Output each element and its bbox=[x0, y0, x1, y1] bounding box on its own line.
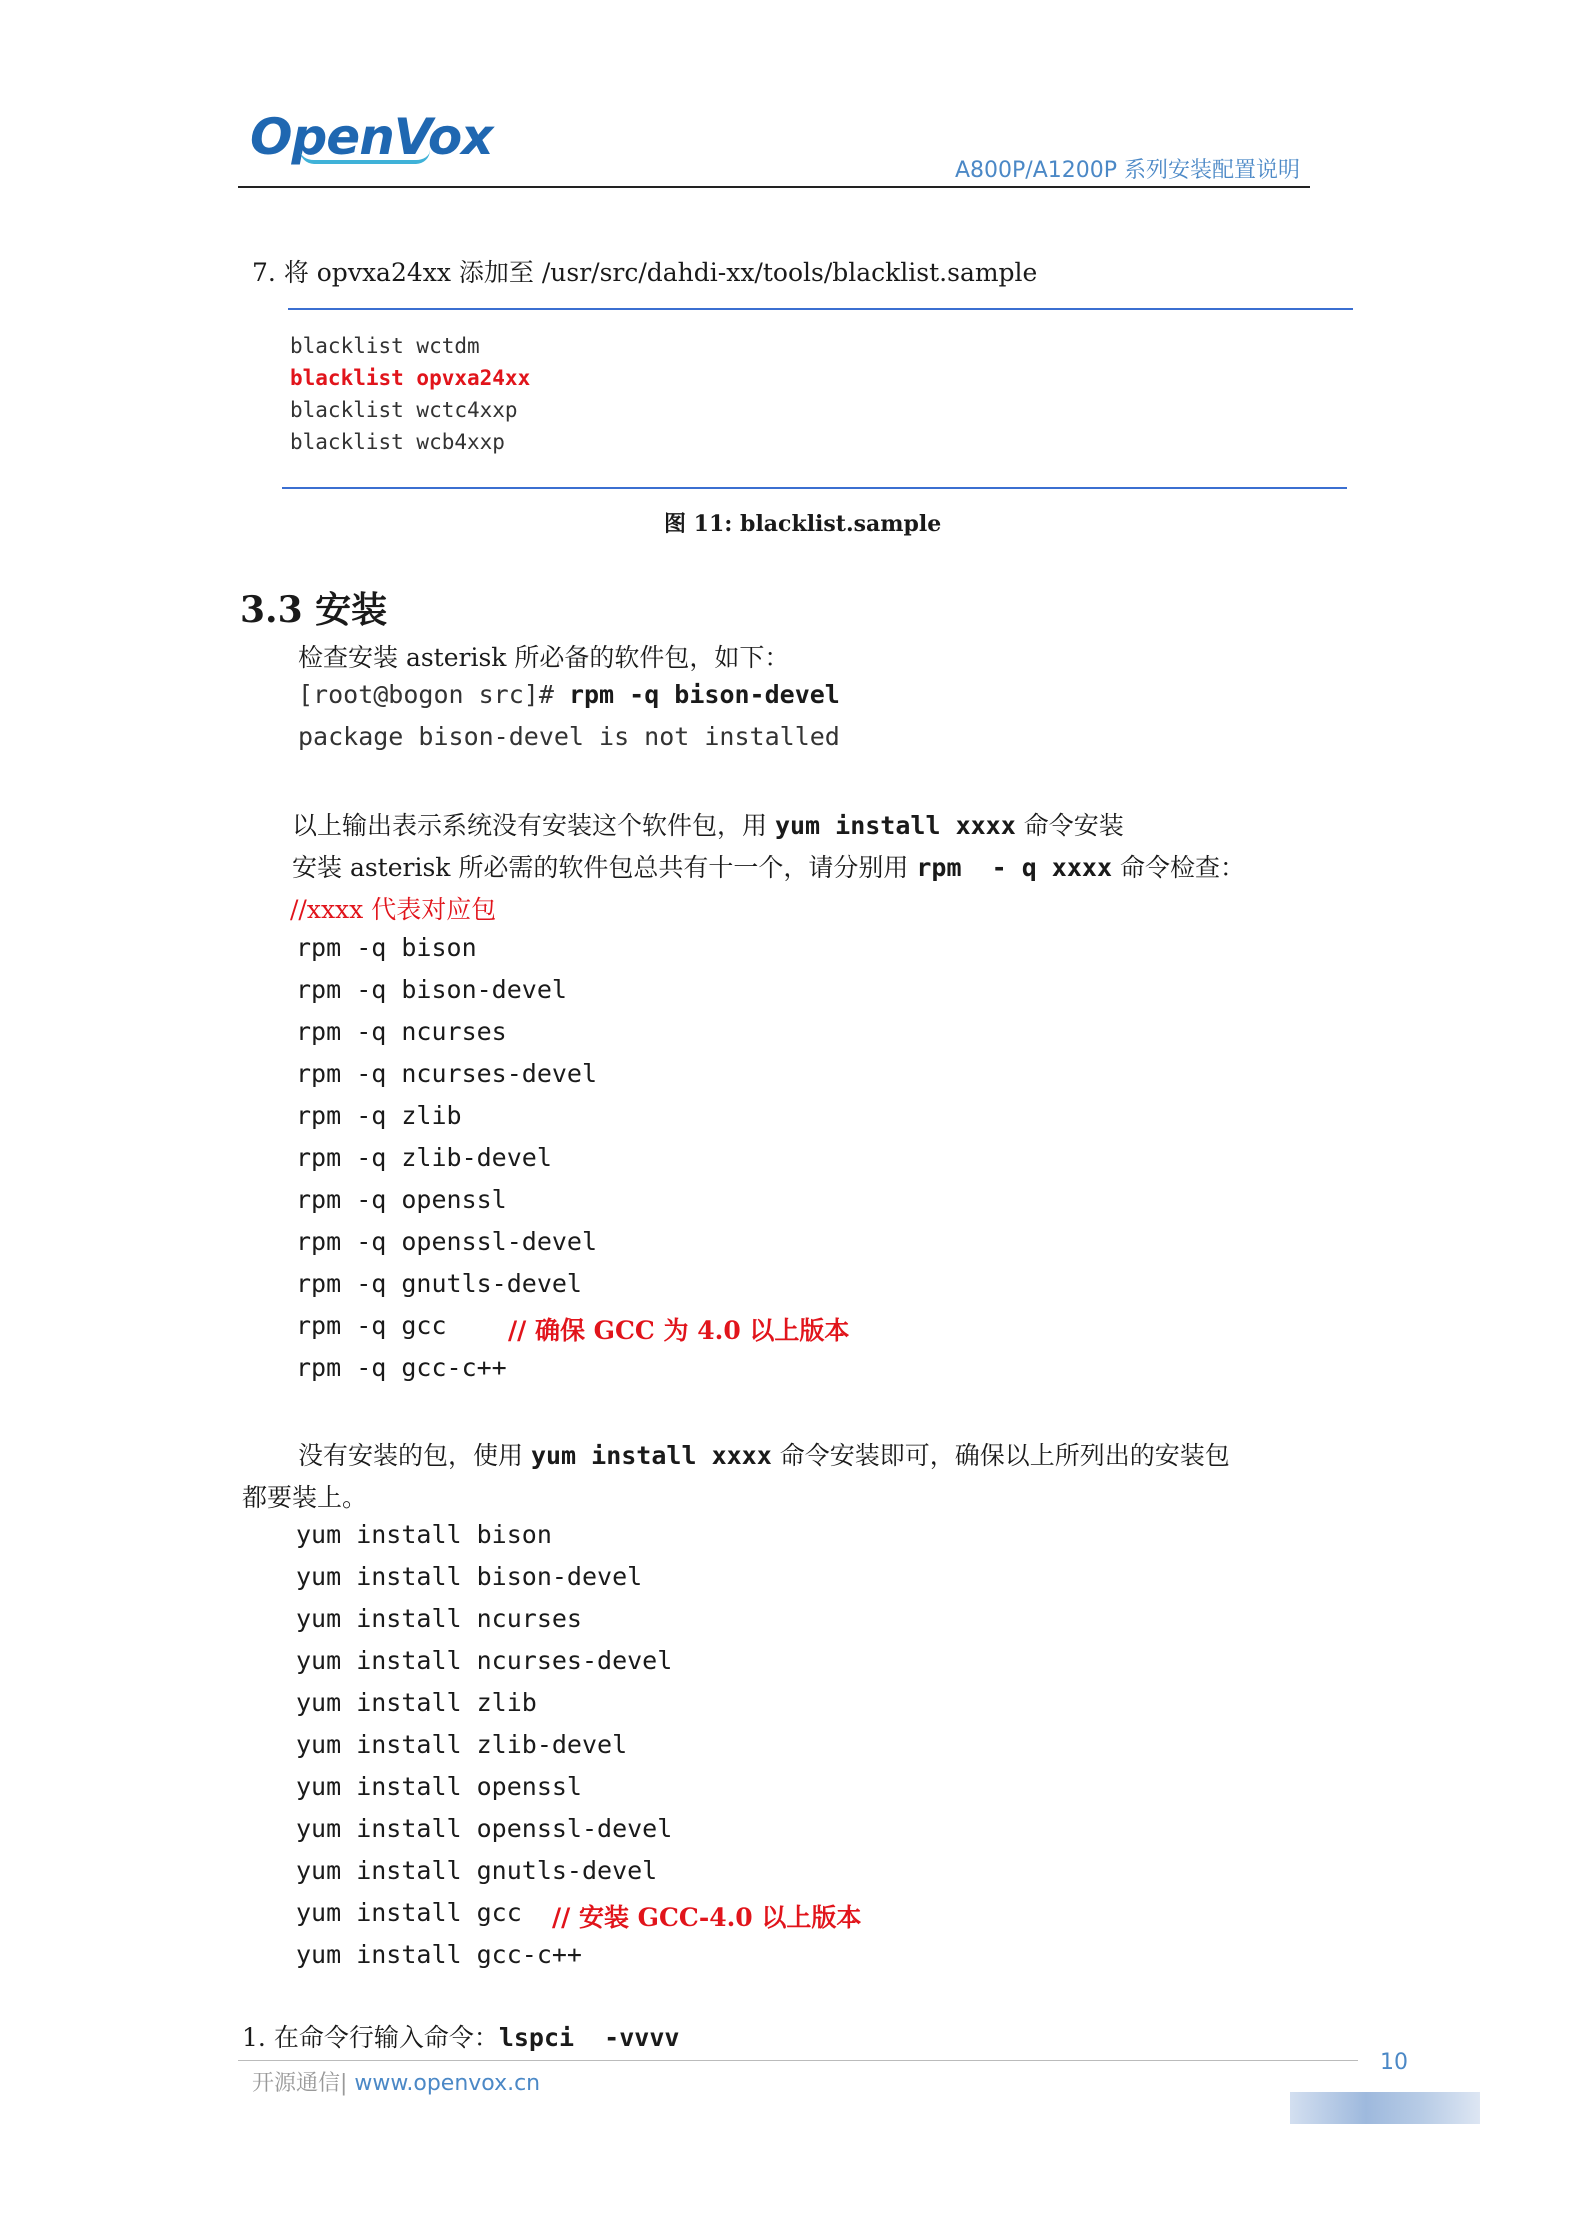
gcc-install-note: // 安装 GCC-4.0 以上版本 bbox=[552, 1903, 862, 1932]
blacklist-line-3: blacklist wctc4xxp bbox=[290, 398, 518, 422]
step-7 bbox=[252, 253, 1037, 289]
footer-rule bbox=[238, 2060, 1358, 2061]
rpm-command-inline: rpm - q xxxx bbox=[916, 853, 1113, 882]
rpm-command: rpm -q openssl bbox=[296, 1185, 507, 1214]
rpm-command: rpm -q openssl-devel bbox=[296, 1227, 598, 1256]
figure-caption: 图 11: blacklist.sample bbox=[664, 511, 942, 537]
yum-command: yum install bison bbox=[296, 1520, 552, 1549]
yum-command: yum install ncurses-devel bbox=[296, 1646, 673, 1675]
explain-text-end: 命令检查： bbox=[1112, 853, 1245, 882]
yum-command: yum install bison-devel bbox=[296, 1562, 643, 1591]
rpm-command: rpm -q bison-devel bbox=[296, 975, 567, 1004]
explain-text: 以上输出表示系统没有安装这个软件包，用 bbox=[292, 811, 775, 840]
page-tab-decoration bbox=[1290, 2092, 1480, 2124]
yum-command: yum install zlib-devel bbox=[296, 1730, 628, 1759]
explain-text-end: 命令安装 bbox=[1015, 811, 1124, 840]
section-heading: 3.3 安装 bbox=[240, 589, 388, 631]
intro-line: 检查安装 asterisk 所必备的软件包，如下： bbox=[298, 643, 790, 672]
rpm-command: rpm -q gnutls-devel bbox=[296, 1269, 582, 1298]
code-box-top-rule bbox=[288, 308, 1353, 310]
rpm-command: rpm -q zlib bbox=[296, 1101, 462, 1130]
step-7-number: 7. bbox=[252, 258, 276, 287]
footer bbox=[252, 2066, 540, 2097]
yum-command: yum install gcc bbox=[296, 1898, 522, 1927]
rpm-command: rpm -q bison bbox=[296, 933, 477, 962]
prompt-line bbox=[298, 680, 840, 709]
footer-url[interactable]: www.openvox.cn bbox=[354, 2071, 541, 2096]
rpm-command: rpm -q zlib-devel bbox=[296, 1143, 552, 1172]
yum-command-inline: yum install xxxx bbox=[530, 1441, 772, 1470]
blacklist-line-1: blacklist wctdm bbox=[290, 334, 480, 358]
openvox-logo: OpenVox bbox=[250, 108, 493, 166]
explain-text: 安装 asterisk 所必需的软件包总共有十一个，请分别用 bbox=[292, 853, 917, 882]
gcc-version-note: // 确保 GCC 为 4.0 以上版本 bbox=[508, 1316, 850, 1345]
yum-command: yum install zlib bbox=[296, 1688, 537, 1717]
rpm-check-command: rpm -q bison-devel bbox=[568, 680, 840, 709]
explain-line-2 bbox=[292, 848, 1245, 884]
blacklist-line-4: blacklist wcb4xxp bbox=[290, 430, 505, 454]
page-number: 10 bbox=[1380, 2050, 1408, 2075]
rpm-command: rpm -q gcc-c++ bbox=[296, 1353, 507, 1382]
install-paragraph-line-1 bbox=[298, 1436, 1230, 1472]
rpm-output: package bison-devel is not installed bbox=[298, 722, 840, 751]
xxxx-note: //xxxx 代表对应包 bbox=[290, 895, 497, 924]
paragraph-text: 没有安装的包，使用 bbox=[298, 1441, 531, 1470]
paragraph-text-end: 命令安装即可，确保以上所列出的安装包 bbox=[771, 1441, 1230, 1470]
yum-command-inline: yum install xxxx bbox=[774, 811, 1016, 840]
document-title: A800P/A1200P 系列安装配置说明 bbox=[955, 158, 1301, 183]
blacklist-line-2: blacklist opvxa24xx bbox=[290, 366, 531, 390]
footer-company: 开源通信| bbox=[252, 2071, 355, 2096]
yum-command: yum install gnutls-devel bbox=[296, 1856, 658, 1885]
step-7-text: 将 opvxa24xx 添加至 /usr/src/dahdi-xx/tools/blacklist.sample bbox=[283, 258, 1038, 287]
rpm-command: rpm -q gcc bbox=[296, 1311, 447, 1340]
yum-command: yum install openssl-devel bbox=[296, 1814, 673, 1843]
yum-command: yum install openssl bbox=[296, 1772, 582, 1801]
rpm-command: rpm -q ncurses bbox=[296, 1017, 507, 1046]
code-box-bottom-rule bbox=[282, 487, 1347, 489]
step-1-text: 在命令行输入命令： bbox=[273, 2023, 499, 2052]
header-rule bbox=[238, 186, 1310, 188]
logo-swoosh bbox=[300, 150, 430, 164]
shell-prompt: [root@bogon src]# bbox=[298, 680, 569, 709]
yum-command: yum install ncurses bbox=[296, 1604, 582, 1633]
step-1-number: 1. bbox=[242, 2023, 266, 2052]
install-paragraph-line-2: 都要装上。 bbox=[242, 1483, 368, 1512]
explain-line-1 bbox=[292, 806, 1124, 842]
lspci-command: lspci -vvvv bbox=[498, 2023, 680, 2052]
yum-command: yum install gcc-c++ bbox=[296, 1940, 582, 1969]
step-1 bbox=[242, 2018, 679, 2054]
rpm-command: rpm -q ncurses-devel bbox=[296, 1059, 598, 1088]
